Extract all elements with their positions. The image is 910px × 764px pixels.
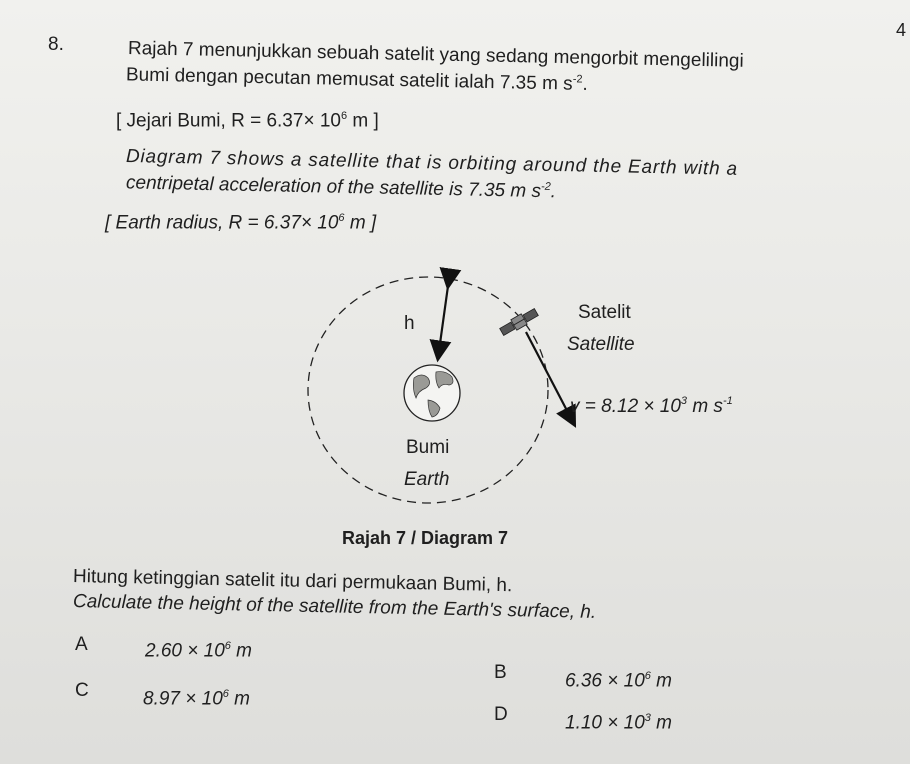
- option-d-value: $1.10 \times 10^3$ m: [565, 712, 673, 734]
- question-ms: Hitung ketinggian satelit itu dari permukaan Bumi, h.: [72, 566, 513, 597]
- intro-en-line2: centripetal acceleration of the satellite is 7.35 m $s^{-2}$.: [125, 172, 557, 203]
- question-number: 8.: [48, 34, 64, 55]
- option-a-letter: A: [75, 634, 88, 655]
- earth-label-en: Earth: [404, 469, 450, 490]
- satellite-icon: [499, 307, 540, 337]
- intro-ms-line2: Bumi dengan pecutan memusat satelit ialah 7.35 m $s^{-2}$.: [125, 64, 588, 95]
- intro-en-line1: Diagram 7 shows a satellite that is orbiting around the Earth with a: [125, 146, 739, 180]
- height-label: h: [404, 313, 415, 334]
- page-number: 4: [895, 20, 906, 40]
- option-b-letter: B: [494, 662, 507, 683]
- diagram-caption: Rajah 7 / Diagram 7: [342, 528, 509, 548]
- velocity-label: $v = 8.12 \times 10^3$ m $s^{-1}$: [570, 395, 733, 417]
- option-c-letter: C: [75, 680, 89, 701]
- intro-ms-radius: [ Jejari Bumi, $R = 6.37\times 10^6$ m ]: [116, 110, 379, 132]
- option-b-value: $6.36 \times 10^6$ m: [565, 670, 673, 692]
- option-a-value: $2.60 \times 10^6$ m: [145, 640, 253, 662]
- satellite-label-ms: Satelit: [578, 302, 631, 323]
- option-c-value: $8.97 \times 10^6$ m: [143, 688, 251, 710]
- option-d-letter: D: [494, 704, 508, 725]
- intro-en-radius: [ Earth radius, $R = 6.37\times 10^6$ m ]: [105, 212, 377, 234]
- earth-icon: [404, 365, 460, 421]
- intro-ms-line1: Rajah 7 menunjukkan sebuah satelit yang sedang mengorbit mengelilingi: [127, 38, 744, 72]
- earth-label-ms: Bumi: [406, 437, 450, 458]
- question-en: Calculate the height of the satellite from the Earth's surface, h.: [72, 591, 597, 623]
- satellite-label-en: Satellite: [567, 334, 635, 355]
- height-arrow: [438, 286, 448, 358]
